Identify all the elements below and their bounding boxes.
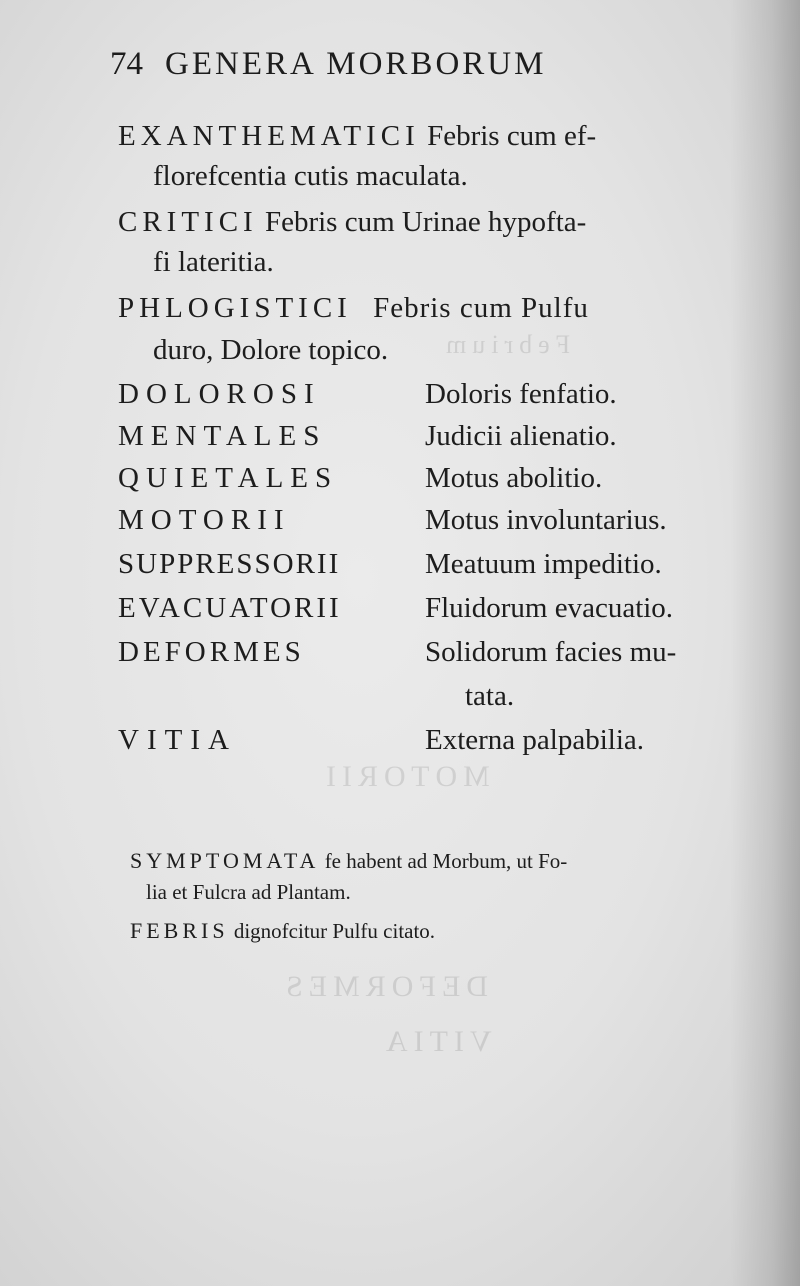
pair-term: DOLOROSI [118, 378, 321, 410]
pair-definition: Motus abolitio. [425, 462, 603, 494]
page-number: 74 [110, 46, 143, 82]
entry-definition: Febris cum Urinae hypofta- [264, 206, 587, 238]
footnote-febris [130, 918, 435, 944]
pair-term: MOTORII [118, 504, 291, 536]
pair-term: QUIETALES [118, 462, 339, 494]
page-header [110, 46, 546, 83]
entry-continuation: florefcentia cutis maculata. [153, 160, 468, 192]
show-through-text: VITIA [380, 1025, 492, 1058]
entry-row [118, 120, 596, 153]
entry-term: CRITICI [118, 206, 258, 238]
pair-definition: Doloris fenfatio. [425, 378, 617, 410]
show-through-text: DEFORMES [280, 970, 489, 1003]
pair-definition: Solidorum facies mu- [425, 636, 677, 668]
footnote-symptomata [130, 848, 567, 874]
entry-continuation: duro, Dolore topico. [153, 334, 389, 366]
pair-continuation: tata. [465, 680, 515, 712]
pair-definition: Judicii alienatio. [425, 420, 617, 452]
entry-definition: Febris cum ef- [427, 120, 597, 152]
entry-term: EXANTHEMATICI [118, 120, 420, 152]
footnote-continuation: lia et Fulcra ad Plantam. [146, 880, 351, 904]
entry-continuation: fi lateritia. [153, 246, 274, 278]
show-through-text: MOTORII [320, 760, 490, 793]
running-title: GENERA MORBORUM [165, 46, 547, 82]
pair-definition: Externa palpabilia. [425, 724, 645, 756]
footnote-text: dignofcitur Pulfu citato. [233, 919, 436, 943]
entry-row [118, 292, 589, 325]
pair-term: VITIA [118, 724, 237, 756]
pair-definition: Motus involuntarius. [425, 504, 667, 536]
pair-term: MENTALES [118, 420, 327, 452]
pair-term: DEFORMES [118, 636, 305, 668]
pair-term: SUPPRESSORII [118, 548, 341, 580]
entry-term: PHLOGISTICI [118, 292, 352, 324]
entry-definition: Febris cum Pulfu [373, 292, 589, 324]
pair-definition: Meatuum impeditio. [425, 548, 662, 580]
footnote-term: FEBRIS [130, 918, 229, 943]
footnote-text: fe habent ad Morbum, ut Fo- [324, 849, 568, 873]
pair-definition: Fluidorum evacuatio. [425, 592, 674, 624]
entry-row [118, 206, 586, 239]
pair-term: EVACUATORII [118, 592, 342, 624]
footnote-term: SYMPTOMATA [130, 848, 320, 873]
show-through-text: Febrium [440, 330, 571, 359]
